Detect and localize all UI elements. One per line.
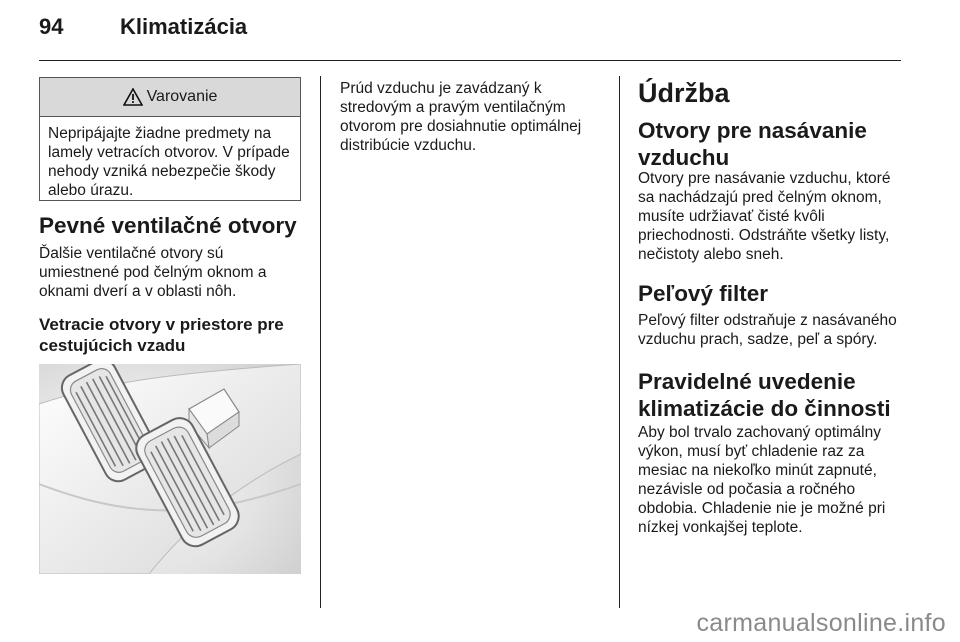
subheading-rear-vents: Vetracie otvory v priestore pre cestujúcich vzadu: [39, 315, 284, 355]
paragraph-fixed-vents: Ďalšie ventilačné otvory sú umiestnené pod čelným oknom a oknami dverí a v oblasti nôh.: [39, 245, 267, 300]
heading-pollen-filter: Peľový filter: [638, 281, 768, 306]
rear-vents-illustration: [39, 364, 301, 574]
paragraph-pollen-filter: Peľový filter odstraňuje z nasávaného vzduchu prach, sadze, peľ a spóry.: [638, 312, 897, 348]
header-divider: [39, 60, 901, 61]
heading-fixed-vents: Pevné ventilačné otvory: [39, 213, 297, 238]
watermark: carmanualsonline.info: [696, 609, 946, 637]
heading-air-intake: Otvory pre nasávanie vzduchu: [638, 118, 867, 170]
warning-header: [40, 78, 300, 117]
warning-title: Varovanie: [146, 88, 218, 105]
warning-box: [39, 77, 301, 201]
page-number: 94: [39, 14, 64, 39]
warning-icon: [123, 88, 143, 106]
chapter-title: Klimatizácia: [120, 14, 248, 39]
warning-text: Nepripájajte žiadne predmety na lamely vetracích otvorov. V prípade nehody vzniká nebezpečie škody alebo úrazu.: [48, 125, 290, 199]
paragraph-air-intake: Otvory pre nasávanie vzduchu, ktoré sa nachádzajú pred čelným oknom, musíte udržiavať čisté kvôli priechodnosti. Odstráňte všetky listy, nečistoty alebo sneh.: [638, 170, 891, 263]
column-divider-2: [619, 76, 620, 608]
paragraph-regular-ac-operation: Aby bol trvalo zachovaný optimálny výkon, musí byť chladenie raz za mesiac na niekoľko minút zapnuté, nezávisle od počasia a ročného obdobia. Chladenie nie je možné pri nízkej vonkajšej teplote.: [638, 424, 886, 536]
heading-maintenance: Údržba: [638, 78, 730, 108]
paragraph-air-distribution: Prúd vzduchu je zavádzaný k stredovým a pravým ventilačným otvorom pre dosiahnutie optimálnej distribúcie vzduchu.: [340, 80, 582, 154]
column-divider-1: [320, 76, 321, 608]
heading-regular-ac-operation: Pravidelné uvedenie klimatizácie do činnosti: [638, 369, 891, 421]
